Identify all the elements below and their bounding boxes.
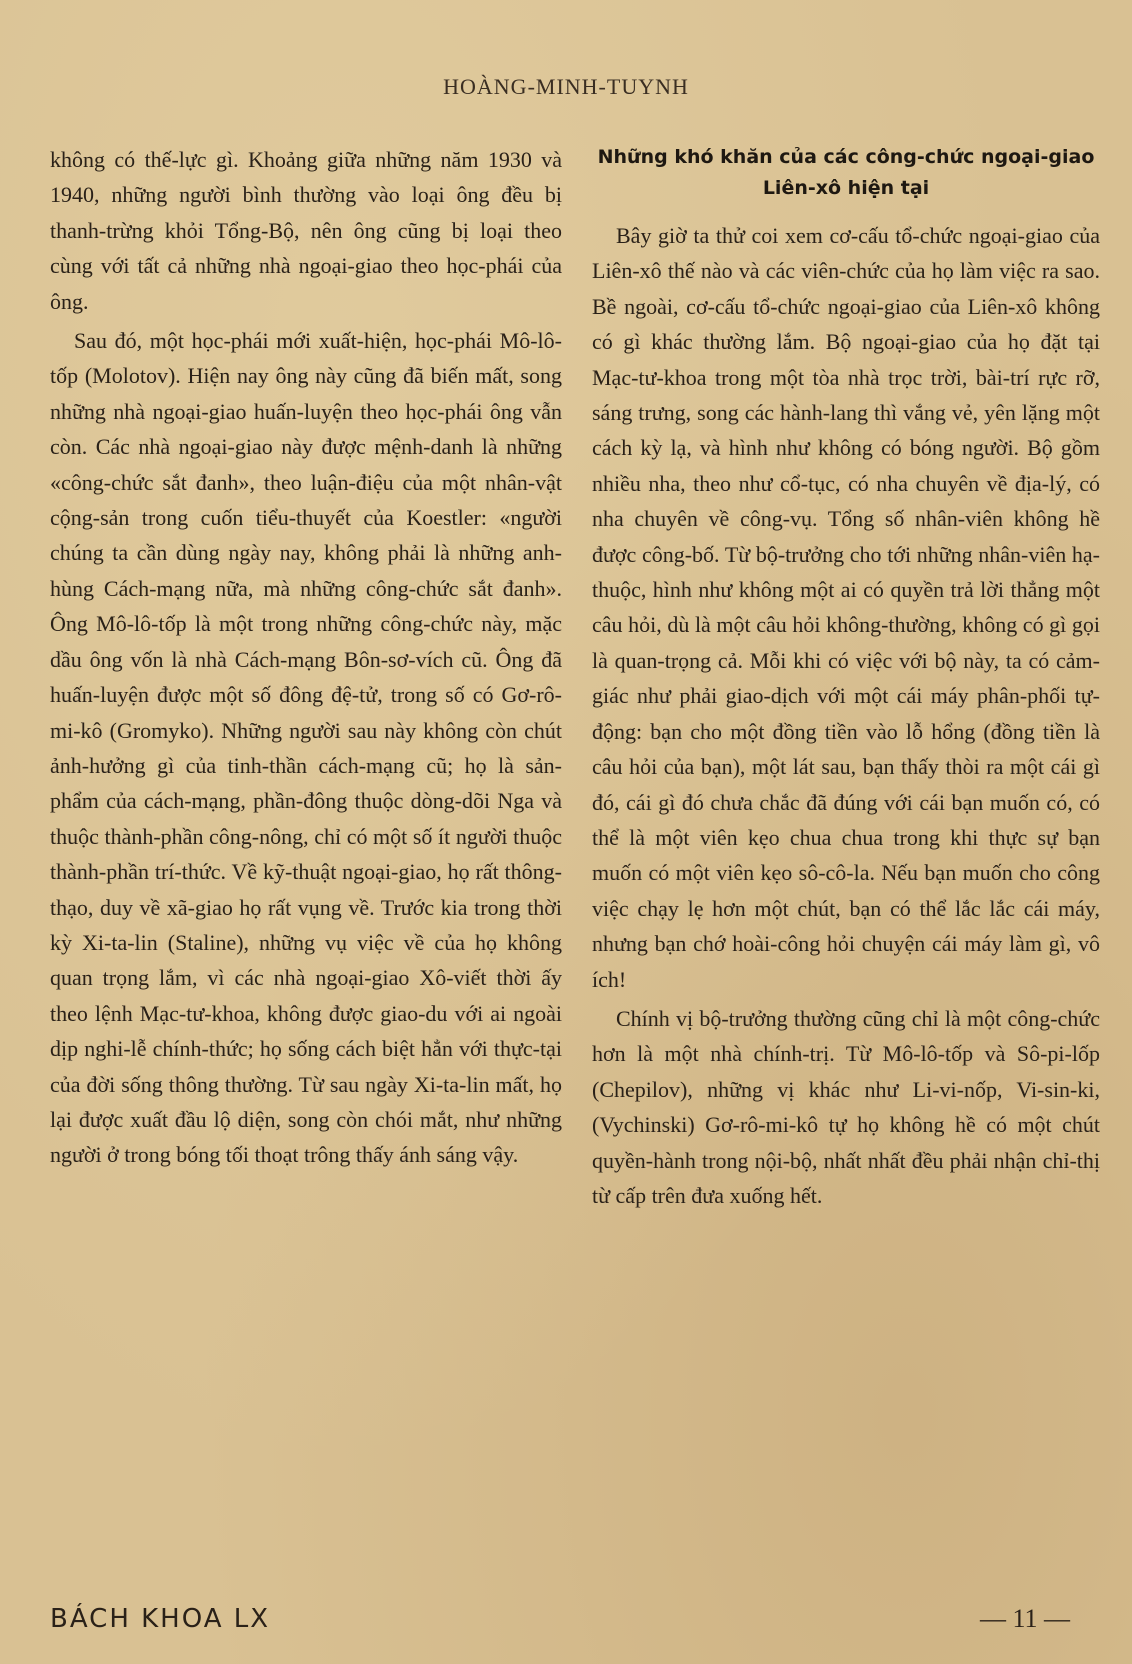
left-column [50, 142, 562, 1173]
running-head: HOÀNG-MINH-TUYNH [443, 74, 689, 99]
right-paragraph-1: Bây giờ ta thử coi xem cơ-cấu tổ-chức ngoại-giao của Liên-xô thế nào và các viên-chức của họ làm việc ra sao. Bề ngoài, cơ-cấu tổ-chức ngoại-giao của Liên-xô không có gì khác thường lắm. Bộ ngoại-giao của họ đặt tại Mạc-tư-khoa trong một tòa nhà trọc trời, bài-trí rực rỡ, sáng trưng, song các hành-lang thì vắng vẻ, yên lặng một cách kỳ lạ, và hình như không có bóng người. Bộ gồm nhiều nha, theo như cổ-tục, có nha chuyên về địa-lý, có nha chuyên về công-vụ. Tổng số nhân-viên không hề được công-bố. Từ bộ-trưởng cho tới những nhân-viên hạ-thuộc, hình như không một ai có quyền trả lời thẳng một câu hỏi, dù là một câu hỏi không-thường, không có gì gọi là quan-trọng cả. Mỗi khi có việc với bộ này, ta có cảm-giác như phải giao-dịch với một cái máy phân-phối tự-động: bạn cho một đồng tiền vào lỗ hổng (đồng tiền là câu hỏi của bạn), một lát sau, bạn thấy thòi ra một cái gì đó, cái gì đó chưa chắc đã đúng với cái bạn muốn có, có thể là một viên kẹo chua chua trong khi thực sự bạn muốn có một viên kẹo sô-cô-la. Nếu bạn muốn cho công việc chạy lẹ hơn một chút, bạn có thể lắc lắc cái máy, nhưng bạn chớ hoài-công hỏi chuyện cái máy làm gì, vô ích! [592, 223, 1100, 992]
right-column [592, 142, 1100, 1213]
publication-title: BÁCH KHOA LX [50, 1604, 271, 1634]
left-paragraph-1: không có thế-lực gì. Khoảng giữa những năm 1930 và 1940, những người bình thường vào loại ông đều bị thanh-trừng khỏi Tổng-Bộ, nên ông cũng bị loại theo cùng với tất cả những nhà ngoại-giao theo học-phái của ông. [50, 147, 562, 314]
left-paragraph-2: Sau đó, một học-phái mới xuất-hiện, học-phái Mô-lô-tốp (Molotov). Hiện nay ông này cũng đã biến mất, song những nhà ngoại-giao huấn-luyện theo học-phái ông vẫn còn. Các nhà ngoại-giao này được mệnh-danh là những «công-chức sắt đanh», theo luận-điệu của một nhân-vật cộng-sản trong cuốn tiểu-thuyết của Koestler: «người chúng ta cần dùng ngày nay, không phải là những anh-hùng Cách-mạng nữa, mà những công-chức sắt đanh». Ông Mô-lô-tốp là một trong những công-chức này, mặc dầu ông vốn là nhà Cách-mạng Bôn-sơ-vích cũ. Ông đã huấn-luyện được một số đông đệ-tử, trong số có Gơ-rô-mi-kô (Gromyko). Những người sau này không còn chút ảnh-hưởng gì của tinh-thần cách-mạng cũ; họ là sản-phẩm của cách-mạng, phần-đông thuộc dòng-dõi Nga và thuộc thành-phần công-nông, chỉ có một số ít người thuộc thành-phần trí-thức. Về kỹ-thuật ngoại-giao, họ rất thông-thạo, duy về xã-giao họ rất vụng về. Trước kia trong thời kỳ Xi-ta-lin (Staline), những vụ việc về của họ không quan trọng lắm, vì các nhà ngoại-giao Xô-viết thời ấy theo lệnh Mạc-tư-khoa, không được giao-du với ai ngoài dịp nghi-lễ chính-thức; họ sống cách biệt hẳn với thực-tại của đời sống thông thường. Từ sau ngày Xi-ta-lin mất, họ lại được xuất đầu lộ diện, song còn chói mắt, như những người ở trong bóng tối thoạt trông thấy ánh sáng vậy. [50, 328, 562, 1168]
section-heading: Những khó khăn của các công-chức ngoại-giao Liên-xô hiện tại [597, 146, 1095, 199]
page-number: — 11 — [980, 1604, 1071, 1633]
right-paragraph-2: Chính vị bộ-trưởng thường cũng chỉ là một công-chức hơn là một nhà chính-trị. Từ Mô-lô-tốp và Sô-pi-lốp (Chepilov), những vị khác như Li-vi-nốp, Vi-sin-ki, (Vychinski) Gơ-rô-mi-kô tự họ không hề có một chút quyền-hành trong nội-bộ, nhất nhất đều phải nhận chỉ-thị từ cấp trên đưa xuống hết. [592, 1005, 1100, 1208]
